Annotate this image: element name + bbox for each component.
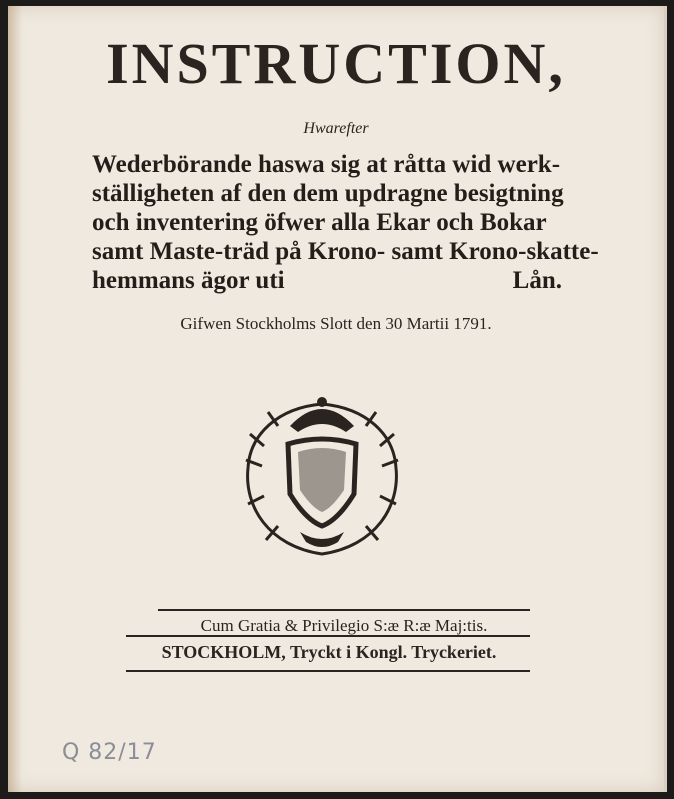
body-line-5: [92, 266, 562, 295]
body-line-3: och inventering öfwer alla Ekar och Bokar: [92, 209, 547, 236]
document-subtitle: Hwarefter: [303, 120, 369, 137]
bottom-rule: [126, 670, 530, 672]
body-line-1: Wederbörande haswa sig at råtta wid werk-: [92, 151, 561, 178]
document-title: INSTRUCTION,: [106, 31, 566, 96]
pencil-annotation: Q 82/17: [62, 740, 157, 765]
body-text: [92, 150, 599, 295]
top-rule: [158, 609, 530, 611]
body-line-2: ställigheten af den dem updragne besigtning: [92, 180, 564, 207]
body-line-5-left: hemmans ägor uti: [92, 267, 285, 294]
document-page: [8, 6, 667, 792]
date-line: Gifwen Stockholms Slott den 30 Martii 1791.: [180, 314, 492, 333]
body-line-5-right: Lån.: [512, 267, 562, 294]
printer-line: STOCKHOLM, Tryckt i Kongl. Tryckeriet.: [161, 642, 497, 662]
privilege-line: Cum Gratia & Privilegio S:æ R:æ Maj:tis.: [200, 616, 488, 635]
body-line-4: samt Maste-träd på Krono- samt Krono-skatte-: [92, 238, 599, 265]
middle-rule: [126, 635, 530, 637]
royal-coat-of-arms-icon: [238, 386, 406, 562]
